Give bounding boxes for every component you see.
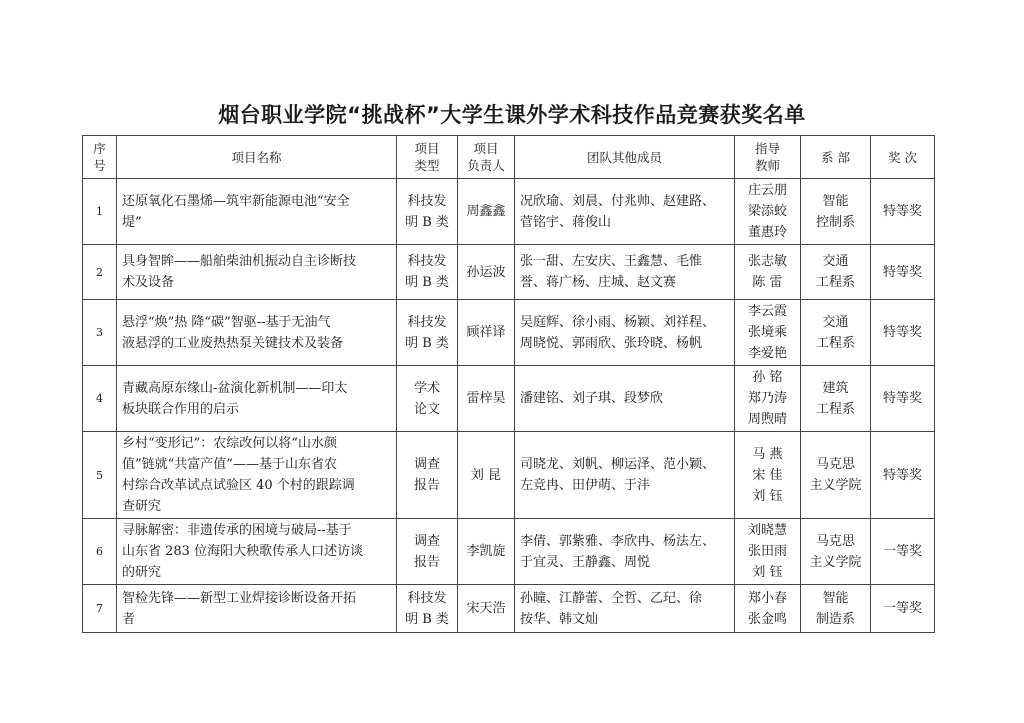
- cell-line: 控制系: [815, 214, 855, 230]
- cell-leader: 雷梓昊: [458, 366, 515, 432]
- cell-line: 的研究: [122, 565, 162, 580]
- cell-line: 寻脉解密：非遗传承的困境与破局--基于: [122, 523, 352, 538]
- cell-line: 张境乘: [747, 325, 787, 340]
- cell-line: 周煦晴: [747, 412, 787, 427]
- awards-table: [82, 135, 935, 633]
- cell-project-name: [117, 300, 397, 366]
- cell-line: 孙瞳、江静蕾、仝哲、乙玘、徐: [520, 590, 703, 606]
- cell-line: 报告: [413, 478, 440, 493]
- cell-project-type: [397, 366, 458, 432]
- cell-project-type: [397, 179, 458, 245]
- cell-members: [515, 432, 735, 519]
- cell-line: 负责人: [467, 158, 505, 173]
- cell-project-type: [397, 519, 458, 585]
- cell-leader: 周鑫鑫: [458, 179, 515, 245]
- cell-line: 董惠玲: [747, 225, 787, 240]
- table-row: [83, 519, 935, 585]
- cell-line: 报告: [413, 554, 440, 570]
- header-award: [871, 136, 935, 179]
- table-body: [83, 179, 935, 633]
- cell-award: 特等奖: [871, 245, 935, 300]
- cell-line: 菅铭宇、蒋俊山: [520, 214, 612, 230]
- cell-award: 特等奖: [871, 366, 935, 432]
- cell-line: 刘 钰: [752, 565, 783, 580]
- cell-department: [801, 585, 871, 633]
- cell-line: 项目: [414, 141, 440, 156]
- cell-line: 乡村“变形记”：农综改何以将“山水颜: [122, 436, 337, 451]
- cell-advisor: [735, 585, 801, 633]
- cell-line: 奖 次: [888, 149, 917, 165]
- table-row: [83, 179, 935, 245]
- cell-award: 特等奖: [871, 432, 935, 519]
- cell-line: 李云霞: [747, 304, 787, 319]
- cell-line: 调查: [413, 457, 440, 472]
- header-leader: [458, 136, 515, 179]
- cell-project-type: [397, 245, 458, 300]
- cell-line: 序: [93, 141, 106, 156]
- cell-line: 悬浮“焕”热 降“碳”智驱--基于无油气: [122, 314, 331, 330]
- cell-line: 陈 雷: [752, 275, 783, 290]
- table-row: [83, 366, 935, 432]
- cell-line: 马克思: [815, 533, 855, 549]
- cell-department: [801, 245, 871, 300]
- cell-members: [515, 300, 735, 366]
- table-header: [83, 136, 935, 179]
- cell-line: 还原氧化石墨烯—筑牢新能源电池“安全: [122, 193, 350, 209]
- cell-leader: 李凯旋: [458, 519, 515, 585]
- cell-no: 1: [83, 179, 117, 245]
- cell-line: 郑乃涛: [747, 391, 787, 406]
- cell-line: 具身智眸——船舶柴油机振动自主诊断技: [122, 254, 357, 269]
- cell-line: 张金鸣: [747, 611, 787, 627]
- cell-award: 特等奖: [871, 300, 935, 366]
- cell-line: 明 B 类: [405, 214, 449, 230]
- cell-line: 类型: [414, 158, 440, 173]
- cell-line: 周晓悦、郭雨欣、张玲晓、杨帆: [520, 335, 703, 351]
- cell-line: 山东省 283 位海阳大秧歌传承人口述访谈: [122, 544, 364, 559]
- cell-line: 号: [93, 158, 106, 173]
- cell-leader: 孙运波: [458, 245, 515, 300]
- cell-line: 工程系: [815, 401, 855, 417]
- cell-project-name: [117, 366, 397, 432]
- cell-line: 明 B 类: [405, 275, 449, 290]
- cell-line: 司晓龙、刘帆、柳运泽、范小颖、: [520, 457, 716, 472]
- cell-line: 交通: [822, 254, 849, 269]
- cell-leader: 顾祥译: [458, 300, 515, 366]
- cell-department: [801, 366, 871, 432]
- cell-department: [801, 179, 871, 245]
- cell-award: 特等奖: [871, 179, 935, 245]
- cell-line: 左竞冉、田伊萌、于沣: [520, 478, 651, 493]
- cell-no: 2: [83, 245, 117, 300]
- cell-project-type: [397, 300, 458, 366]
- cell-leader: 宋天浩: [458, 585, 515, 633]
- cell-project-type: [397, 432, 458, 519]
- cell-members: [515, 179, 735, 245]
- cell-line: 建筑: [822, 380, 849, 396]
- cell-line: 刘 钰: [752, 488, 783, 504]
- cell-advisor: [735, 179, 801, 245]
- cell-line: 智检先锋——新型工业焊接诊断设备开拓: [122, 590, 357, 606]
- cell-line: 誉、蒋广杨、庄城、赵文赛: [520, 275, 677, 290]
- cell-line: 潘建铭、刘子琪、段梦欣: [520, 391, 664, 406]
- cell-line: 系 部: [821, 149, 850, 165]
- cell-members: [515, 519, 735, 585]
- cell-line: 张志敏: [747, 254, 787, 269]
- cell-line: 明 B 类: [405, 611, 449, 627]
- cell-department: [801, 432, 871, 519]
- cell-line: 郑小春: [747, 590, 787, 606]
- cell-advisor: [735, 519, 801, 585]
- cell-leader: 刘 昆: [458, 432, 515, 519]
- cell-line: 学术: [413, 380, 440, 396]
- table-row: [83, 585, 935, 633]
- cell-line: 明 B 类: [405, 335, 449, 351]
- cell-line: 团队其他成员: [586, 149, 662, 165]
- cell-line: 张一甜、左安庆、王鑫慧、毛惟: [520, 254, 703, 269]
- cell-advisor: [735, 300, 801, 366]
- cell-line: 液悬浮的工业废热热泵关键技术及装备: [122, 335, 344, 351]
- cell-project-name: [117, 432, 397, 519]
- cell-line: 智能: [822, 590, 849, 606]
- cell-no: 4: [83, 366, 117, 432]
- cell-line: 主义学院: [809, 554, 862, 570]
- cell-line: 庄云朋: [747, 183, 787, 198]
- cell-advisor: [735, 366, 801, 432]
- cell-line: 科技发: [407, 590, 447, 606]
- cell-line: 查研究: [122, 499, 162, 514]
- cell-line: 科技发: [407, 254, 447, 269]
- cell-line: 梁添蛟: [747, 204, 787, 219]
- cell-line: 吴庭辉、徐小雨、杨颖、刘祥程、: [520, 314, 716, 330]
- cell-line: 板块联合作用的启示: [122, 401, 240, 417]
- cell-no: 6: [83, 519, 117, 585]
- cell-line: 科技发: [407, 314, 447, 330]
- cell-line: 项目名称: [231, 149, 282, 165]
- cell-project-type: [397, 585, 458, 633]
- cell-line: 工程系: [815, 275, 855, 290]
- cell-project-name: [117, 179, 397, 245]
- header-department: [801, 136, 871, 179]
- cell-line: 者: [122, 611, 136, 627]
- cell-department: [801, 519, 871, 585]
- cell-line: 村综合改革试点试验区 40 个村的跟踪调: [122, 478, 355, 493]
- cell-line: 科技发: [407, 193, 447, 209]
- header-members: [515, 136, 735, 179]
- cell-line: 主义学院: [809, 478, 862, 493]
- table-row: [83, 432, 935, 519]
- cell-line: 青藏高原东缘山-盆演化新机制——印太: [122, 380, 348, 396]
- header-project-type: [397, 136, 458, 179]
- header-advisor: [735, 136, 801, 179]
- cell-line: 论文: [413, 401, 440, 417]
- cell-members: [515, 245, 735, 300]
- cell-no: 7: [83, 585, 117, 633]
- cell-line: 指导: [754, 141, 780, 156]
- cell-line: 李倩、郭紫雅、李欣冉、杨法左、: [520, 533, 716, 549]
- header-row: [83, 136, 935, 179]
- cell-line: 马克思: [815, 457, 855, 472]
- cell-line: 于宜灵、王静鑫、周悦: [520, 554, 651, 570]
- cell-line: 智能: [822, 193, 849, 209]
- cell-award: 一等奖: [871, 519, 935, 585]
- cell-project-name: [117, 585, 397, 633]
- cell-line: 工程系: [815, 335, 855, 351]
- cell-line: 况欣瑜、刘晨、付兆帅、赵建路、: [520, 193, 716, 209]
- cell-line: 值”链就“共富产值”——基于山东省农: [122, 457, 337, 472]
- cell-advisor: [735, 432, 801, 519]
- cell-line: 刘晓慧: [747, 523, 787, 538]
- page-title: 烟台职业学院“挑战杯”大学生课外学术科技作品竞赛获奖名单: [218, 103, 806, 127]
- cell-line: 按华、韩文灿: [520, 611, 599, 627]
- cell-no: 3: [83, 300, 117, 366]
- cell-line: 宋 佳: [752, 467, 783, 483]
- cell-award: 一等奖: [871, 585, 935, 633]
- cell-line: 术及设备: [122, 275, 175, 290]
- header-project-name: [117, 136, 397, 179]
- cell-line: 调查: [413, 533, 440, 549]
- cell-project-name: [117, 245, 397, 300]
- cell-no: 5: [83, 432, 117, 519]
- cell-line: 交通: [822, 314, 849, 330]
- cell-department: [801, 300, 871, 366]
- cell-members: [515, 585, 735, 633]
- cell-line: 孙 铭: [752, 370, 783, 385]
- table-row: [83, 245, 935, 300]
- cell-line: 教师: [754, 158, 780, 173]
- cell-line: 李爱艳: [747, 346, 787, 361]
- cell-members: [515, 366, 735, 432]
- cell-line: 张田雨: [747, 544, 787, 559]
- cell-line: 堤”: [122, 214, 142, 230]
- cell-line: 马 燕: [752, 446, 783, 462]
- header-no: [83, 136, 117, 179]
- cell-line: 项目: [473, 141, 499, 156]
- cell-advisor: [735, 245, 801, 300]
- cell-project-name: [117, 519, 397, 585]
- table-row: [83, 300, 935, 366]
- cell-line: 制造系: [815, 611, 855, 627]
